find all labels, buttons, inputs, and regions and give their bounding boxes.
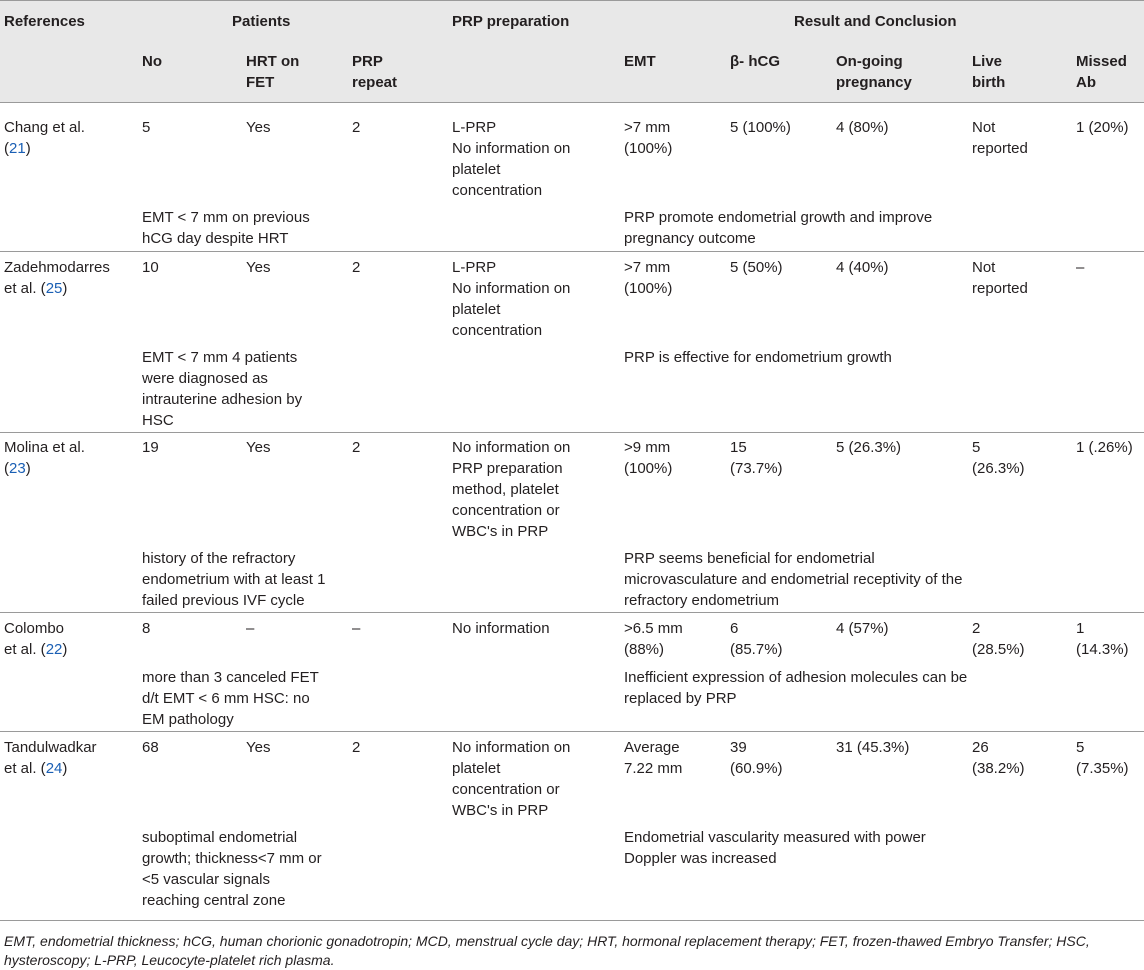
footnote-line2: hysteroscopy; L-PRP, Leucocyte-platelet rich plasma. — [4, 952, 335, 968]
row1-emt-line1: >7 mm — [624, 119, 671, 136]
row5-live-line1: 26 — [972, 739, 989, 756]
row4-no: 8 — [142, 620, 151, 637]
row1-bhcg: 5 (100%) — [730, 119, 791, 136]
row3-live-line2: (26.3%) — [972, 460, 1025, 477]
row2-conclusion-line1: PRP is effective for endometrium growth — [624, 349, 892, 366]
row5-bhcg-line2: (60.9%) — [730, 760, 783, 777]
row2-indication-line1: EMT < 7 mm 4 patients — [142, 349, 298, 366]
subheader-bhcg: β- hCG — [730, 53, 780, 70]
row5-indication-line2: growth; thickness<7 mm or — [142, 850, 322, 867]
row2-prp-repeat: 2 — [352, 259, 361, 276]
row4-emt-line2: (88%) — [624, 641, 665, 658]
row5-prep-line3: concentration or — [452, 781, 560, 798]
row1-no: 5 — [142, 119, 151, 136]
row1-prp-repeat: 2 — [352, 119, 361, 136]
row2-bhcg: 5 (50%) — [730, 259, 783, 276]
row5-missed-line2: (7.35%) — [1076, 760, 1129, 777]
table-footnote — [4, 932, 1134, 970]
row3-conclusion-line1: PRP seems beneficial for endometrial — [624, 550, 875, 567]
header-prp-preparation: PRP preparation — [452, 13, 570, 30]
row1-live-line1: Not — [972, 119, 996, 136]
row1-indication-line1: EMT < 7 mm on previous — [142, 209, 310, 226]
row5-conclusion-line2: Doppler was increased — [624, 850, 777, 867]
row5-ref-line2: et al. (24) — [4, 760, 68, 777]
row4-bhcg-line2: (85.7%) — [730, 641, 783, 658]
row1-prep-line1: L-PRP — [452, 119, 497, 136]
row2-prep-line3: platelet — [452, 301, 501, 318]
row5-conclusion-line1: Endometrial vascularity measured with power — [624, 829, 926, 846]
row1-ref-line1: Chang et al. — [4, 119, 85, 136]
header-result-and-conclusion: Result and Conclusion — [794, 13, 957, 30]
row4-emt-line1: >6.5 mm — [624, 620, 683, 637]
row1-conclusion-line1: PRP promote endometrial growth and improve — [624, 209, 933, 226]
subheader-live-line1: Live — [972, 53, 1003, 70]
row2-ongoing: 4 (40%) — [836, 259, 889, 276]
row4-conclusion-line1: Inefficient expression of adhesion molecules can be — [624, 669, 968, 686]
row4-live-line1: 2 — [972, 620, 981, 637]
row4-prp-repeat: – — [352, 620, 361, 637]
row3-prep-line3: method, platelet — [452, 481, 559, 498]
row2-hrt: Yes — [246, 259, 271, 276]
subheader-live-line2: birth — [972, 74, 1006, 91]
row3-prep-line4: concentration or — [452, 502, 560, 519]
row2-emt-line1: >7 mm — [624, 259, 671, 276]
row5-ongoing: 31 (45.3%) — [836, 739, 910, 756]
table-header-group-row — [0, 0, 1144, 41]
footnote-line1: EMT, endometrial thickness; hCG, human chorionic gonadotropin; MCD, menstrual cycle day; HRT, hormonal replacement therapy; FET, frozen-thawed Embryo Transfer; HSC, — [4, 933, 1090, 949]
row2-prep-line1: L-PRP — [452, 259, 497, 276]
row4-bhcg-line1: 6 — [730, 620, 739, 637]
row3-bhcg-line2: (73.7%) — [730, 460, 783, 477]
row3-prep-line2: PRP preparation — [452, 460, 563, 477]
row2-prep-line4: concentration — [452, 322, 543, 339]
row5-missed-line1: 5 — [1076, 739, 1085, 756]
row2-ref-number[interactable]: 25 — [45, 280, 63, 297]
row5-indication-line4: reaching central zone — [142, 892, 286, 909]
row3-emt-line2: (100%) — [624, 460, 673, 477]
row5-ref-number[interactable]: 24 — [45, 760, 63, 777]
row2-ref-line2: et al. (25) — [4, 280, 68, 297]
subheader-no: No — [142, 53, 162, 70]
row4-indication-line3: EM pathology — [142, 711, 234, 728]
row2-indication-line3: intrauterine adhesion by — [142, 391, 303, 408]
row5-live-line2: (38.2%) — [972, 760, 1025, 777]
row2-emt-line2: (100%) — [624, 280, 673, 297]
row3-no: 19 — [142, 439, 159, 456]
row1-live-line2: reported — [972, 140, 1028, 157]
row3-prp-repeat: 2 — [352, 439, 361, 456]
row5-ref-line1: Tandulwadkar — [4, 739, 97, 756]
row1-hrt: Yes — [246, 119, 271, 136]
row2-missed: – — [1076, 259, 1085, 276]
row4-ref-number[interactable]: 22 — [45, 641, 63, 658]
row3-indication-line2: endometrium with at least 1 — [142, 571, 326, 588]
subheader-prp-repeat-line2: repeat — [352, 74, 398, 91]
row4-ref-line2: et al. (22) — [4, 641, 68, 658]
row3-emt-line1: >9 mm — [624, 439, 671, 456]
row2-ref-line1: Zadehmodarres — [4, 259, 110, 276]
row4-missed-line1: 1 — [1076, 620, 1085, 637]
row4-ref-line1: Colombo — [4, 620, 65, 637]
header-patients: Patients — [232, 13, 291, 30]
row3-ref-number[interactable]: 23 — [9, 460, 26, 477]
row5-hrt: Yes — [246, 739, 271, 756]
row2-no: 10 — [142, 259, 159, 276]
row4-indication-line2: d/t EMT < 6 mm HSC: no — [142, 690, 310, 707]
row5-indication-line3: <5 vascular signals — [142, 871, 270, 888]
row4-missed-line2: (14.3%) — [1076, 641, 1129, 658]
row5-prp-repeat: 2 — [352, 739, 361, 756]
subheader-prp-repeat-line1: PRP — [352, 53, 383, 70]
subheader-missed-line1: Missed — [1076, 53, 1127, 70]
row5-prep-line1: No information on — [452, 739, 571, 756]
row3-ref-line1: Molina et al. — [4, 439, 85, 456]
row3-conclusion-line3: refractory endometrium — [624, 592, 780, 609]
row1-prep-line3: platelet — [452, 161, 501, 178]
row3-prep-line1: No information on — [452, 439, 571, 456]
row2-live-line1: Not — [972, 259, 996, 276]
row5-no: 68 — [142, 739, 159, 756]
row-separator — [0, 432, 1144, 433]
subheader-ongoing-line1: On-going — [836, 53, 903, 70]
subheader-emt: EMT — [624, 53, 656, 70]
row1-prep-line2: No information on — [452, 140, 571, 157]
row3-hrt: Yes — [246, 439, 271, 456]
row3-ongoing: 5 (26.3%) — [836, 439, 902, 456]
row1-conclusion-line2: pregnancy outcome — [624, 230, 756, 247]
row4-prep-line1: No information — [452, 620, 550, 637]
row2-indication-line2: were diagnosed as — [142, 370, 268, 387]
row1-ref-number[interactable]: 21 — [9, 140, 26, 157]
row1-prep-line4: concentration — [452, 182, 543, 199]
row5-emt-line2: 7.22 mm — [624, 760, 683, 777]
row3-prep-line5: WBC's in PRP — [452, 523, 549, 540]
subheader-hrt-line2: FET — [246, 74, 275, 91]
table-bottom-rule — [0, 920, 1144, 921]
row-separator — [0, 612, 1144, 613]
row3-indication-line3: failed previous IVF cycle — [142, 592, 305, 609]
row5-indication-line1: suboptimal endometrial — [142, 829, 298, 846]
row3-indication-line1: history of the refractory — [142, 550, 296, 567]
row2-indication-line4: HSC — [142, 412, 174, 429]
row5-prep-line2: platelet — [452, 760, 501, 777]
row5-prep-line4: WBC's in PRP — [452, 802, 549, 819]
row5-bhcg-line1: 39 — [730, 739, 747, 756]
row2-live-line2: reported — [972, 280, 1028, 297]
subheader-hrt-line1: HRT on — [246, 53, 300, 70]
row1-indication-line2: hCG day despite HRT — [142, 230, 289, 247]
row5-emt-line1: Average — [624, 739, 680, 756]
subheader-missed-line2: Ab — [1076, 74, 1096, 91]
row4-indication-line1: more than 3 canceled FET — [142, 669, 319, 686]
row3-ref-line2: (23) — [4, 460, 31, 477]
row4-live-line2: (28.5%) — [972, 641, 1025, 658]
row4-hrt: – — [246, 620, 255, 637]
row4-ongoing: 4 (57%) — [836, 620, 889, 637]
row4-conclusion-line2: replaced by PRP — [624, 690, 737, 707]
row3-conclusion-line2: microvasculature and endometrial receptivity of the — [624, 571, 963, 588]
row3-bhcg-line1: 15 — [730, 439, 747, 456]
row3-missed: 1 (.26%) — [1076, 439, 1133, 456]
row-separator — [0, 731, 1144, 732]
row-separator — [0, 251, 1144, 252]
subheader-ongoing-line2: pregnancy — [836, 74, 912, 91]
row1-ongoing: 4 (80%) — [836, 119, 889, 136]
row3-live-line1: 5 — [972, 439, 981, 456]
header-references: References — [4, 13, 85, 30]
row2-prep-line2: No information on — [452, 280, 571, 297]
row1-missed: 1 (20%) — [1076, 119, 1129, 136]
row1-ref-line2: (21) — [4, 140, 31, 157]
row1-emt-line2: (100%) — [624, 140, 673, 157]
